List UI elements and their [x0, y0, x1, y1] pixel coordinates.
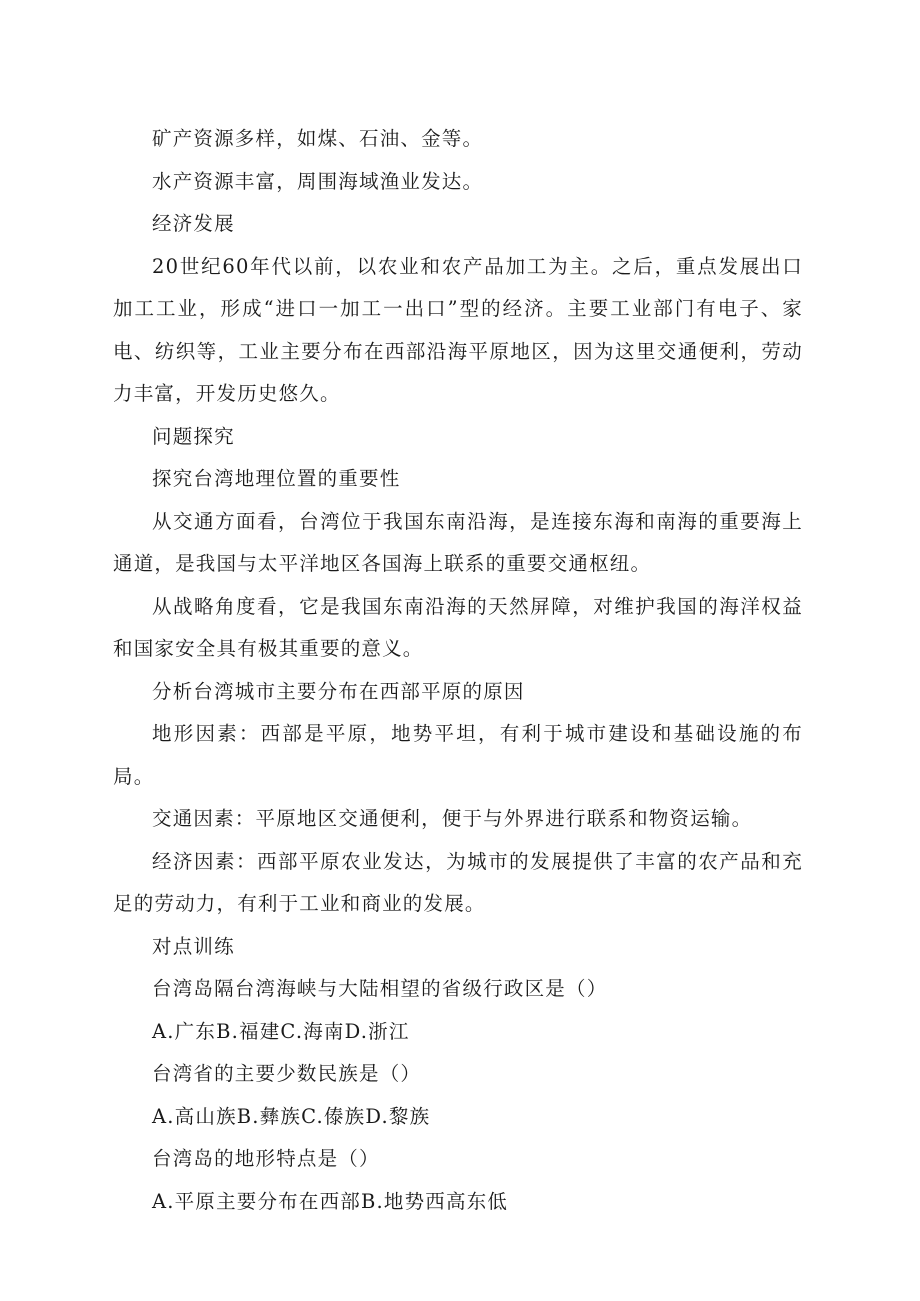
section-heading-exercises: 对点训练: [152, 934, 235, 958]
question-2: 台湾省的主要少数民族是（）: [152, 1062, 422, 1085]
paragraph-terrain-factor: 地形因素：西部是平原，地势平坦，有利于城市建设和基础设施的布局。: [113, 722, 803, 788]
paragraph-aquatic-resources: 水产资源丰富，周围海域渔业发达。: [152, 169, 484, 193]
subheading-location-importance: 探究台湾地理位置的重要性: [152, 467, 401, 490]
paragraph-strategic-view: 从战略角度看，它是我国东南沿海的天然屏障，对维护我国的海洋权益和国家安全具有极其重要的意义。: [113, 594, 803, 660]
paragraph-mineral-resources: 矿产资源多样，如煤、石油、金等。: [152, 127, 484, 150]
subheading-city-distribution: 分析台湾城市主要分布在西部平原的原因: [152, 679, 525, 703]
question-1: 台湾岛隔台湾海峡与大陆相望的省级行政区是（）: [152, 977, 608, 1000]
section-heading-economy: 经济发展: [152, 212, 235, 235]
question-2-options: A.高山族B.彝族C.傣族D.黎族: [152, 1104, 431, 1128]
paragraph-transport-view: 从交通方面看，台湾位于我国东南沿海，是连接东海和南海的重要海上通道，是我国与太平洋地区各国海上联系的重要交通枢纽。: [113, 509, 803, 575]
question-3-options: A.平原主要分布在西部B.地势西高东低: [152, 1189, 509, 1213]
question-1-options: A.广东B.福建C.海南D.浙江: [152, 1019, 410, 1043]
paragraph-economic-factor: 经济因素：西部平原农业发达，为城市的发展提供了丰富的农产品和充足的劳动力，有利于工业和商业的发展。: [113, 849, 803, 915]
section-heading-inquiry: 问题探究: [152, 424, 235, 448]
paragraph-transport-factor: 交通因素：平原地区交通便利，便于与外界进行联系和物资运输。: [152, 807, 753, 830]
question-3: 台湾岛的地形特点是（）: [152, 1147, 380, 1170]
document-page: [113, 118, 803, 1223]
paragraph-economy: 20世纪60年代以前，以农业和农产品加工为主。之后，重点发展出口加工工业，形成“进口一加工一出口”型的经济。主要工业部门有电子、家电、纺织等，工业主要分布在西部沿海平原地区，因为这里交通便利，劳动力丰富，开发历史悠久。: [113, 254, 803, 405]
